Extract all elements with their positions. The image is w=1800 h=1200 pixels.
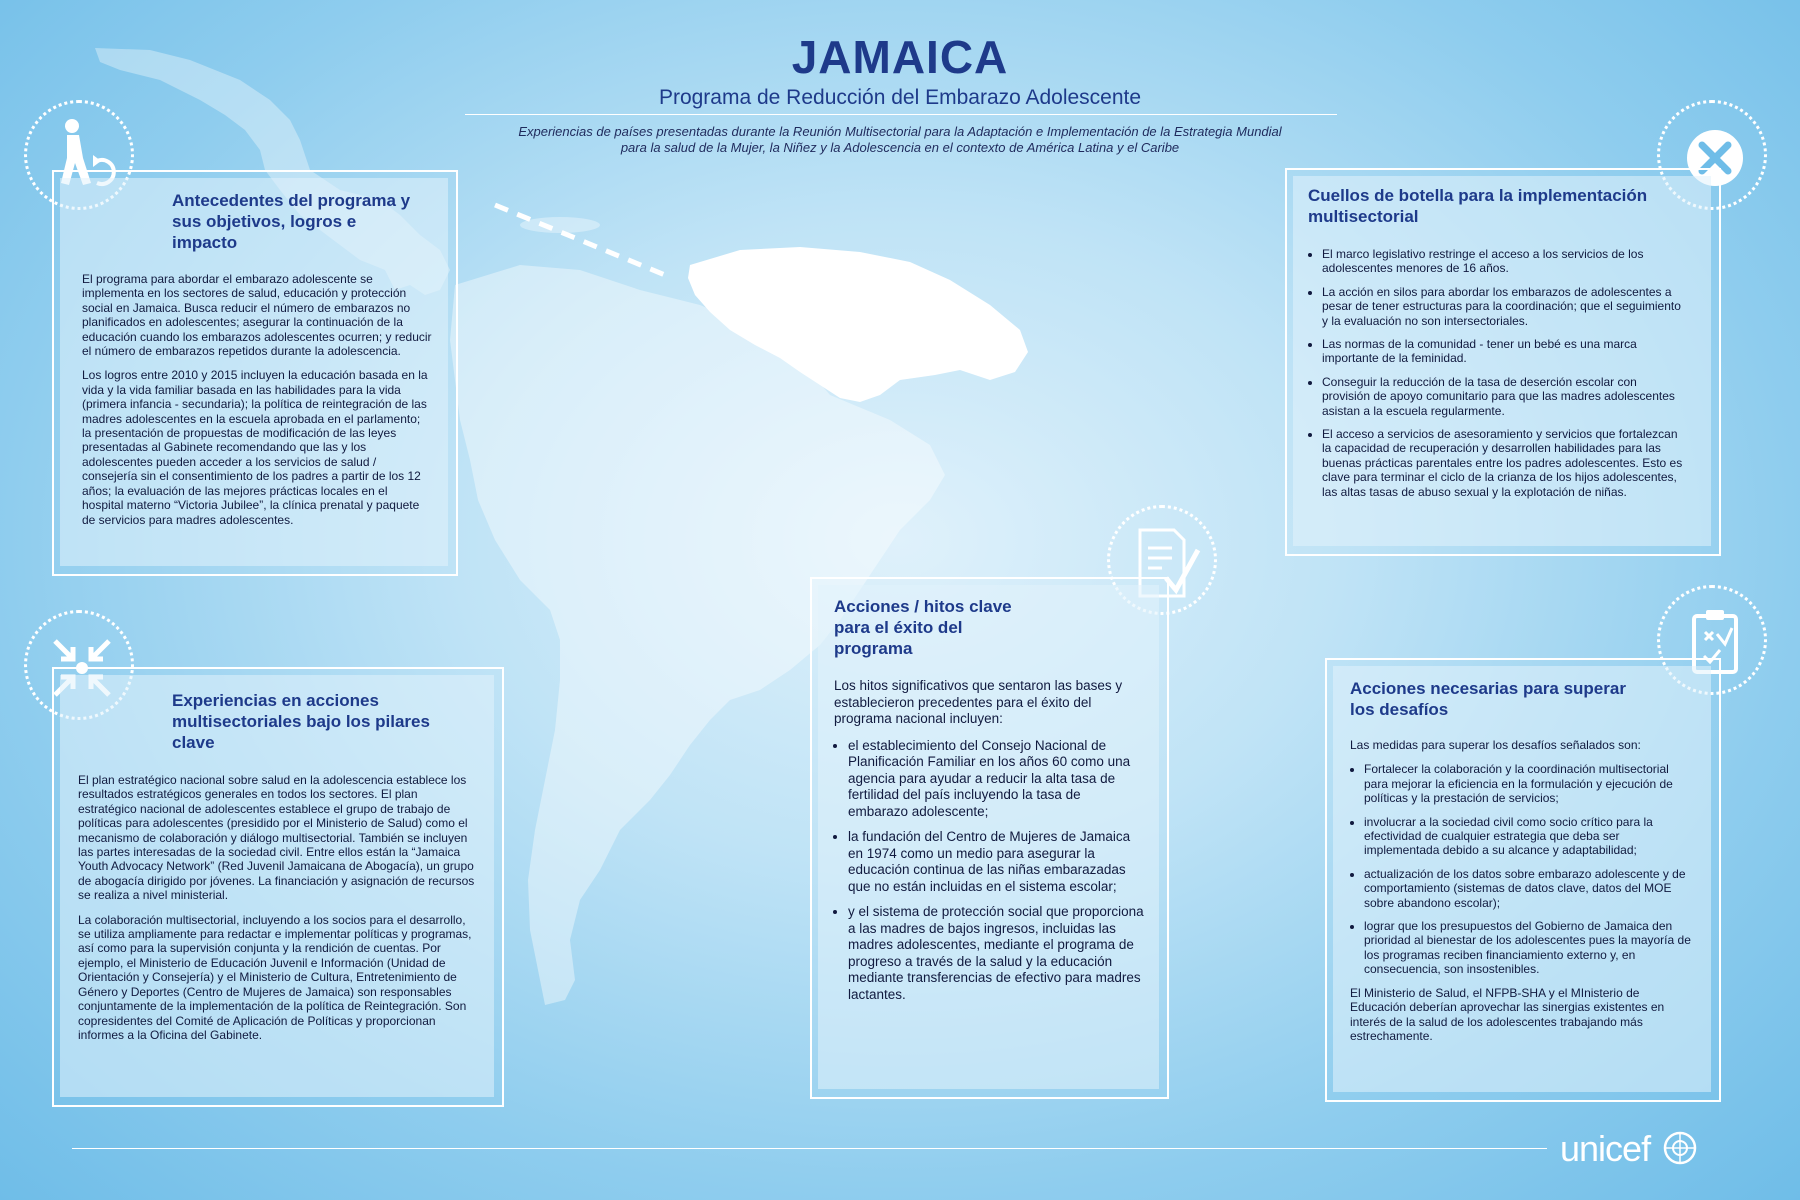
necesarias-intro: Las medidas para superar los desafíos señalados son: [1350, 738, 1641, 752]
page-subtitle: Programa de Reducción del Embarazo Adolescente [658, 86, 1142, 109]
header [0, 30, 1800, 110]
experiencias-body [78, 773, 478, 1052]
hitos-title: Acciones / hitos clave para el éxito del programa [834, 597, 1012, 658]
list-item: • lograr que los presupuestos del Gobierno de Jamaica den prioridad al bienestar de los adolescentes pues la mayoría de los programas reciben financiamiento externo y, en consecuencia, son insostenibles. [1364, 919, 1695, 977]
hitos-body [834, 678, 1144, 1012]
unicef-wordmark: unicef [1560, 1128, 1651, 1169]
antecedentes-title: Antecedentes del programa y sus objetivos, logros e impacto [172, 191, 411, 252]
context-note-line1: Experiencias de países presentadas durante la Reunión Multisectorial para la Adaptación e Implementación de la Estrategia Mundial [518, 124, 1282, 139]
necesarias-body [1350, 738, 1695, 1053]
list-item: • Conseguir la reducción de la tasa de deserción escolar con provisión de apoyo comunitario para que las madres adolescentes asistan a la escuela regularmente. [1322, 375, 1683, 418]
necesarias-list [1350, 762, 1695, 976]
antecedentes-paragraph: El programa para abordar el embarazo adolescente se implementa en los sectores de salud, educación y protección social en Jamaica. Busca reducir el número de embarazos no planificados en adolescentes; asegurar la continuación de la educación cuando los embarazos adolescentes ocurren; y reducir el número de embarazos repetidos durante la adolescencia. [82, 272, 432, 359]
list-item: • Las normas de la comunidad - tener un bebé es una marca importante de la feminidad. [1322, 337, 1683, 366]
unicef-emblem-icon [1661, 1129, 1699, 1167]
list-item: • La acción en silos para abordar los embarazos de adolescentes a pesar de tener estructuras para la coordinación; que el seguimiento y la evaluación no son intersectoriales. [1322, 285, 1683, 328]
hitos-list [834, 738, 1144, 1004]
context-note-line2: para la salud de la Mujer, la Niñez y la Adolescencia en el contexto de América Latina y el Caribe [620, 140, 1180, 155]
necesarias-closing: El Ministerio de Salud, el NFPB-SHA y el MInisterio de Educación deberían aprovechar las sinergias existentes en interés de la salud de los adolescentes trabajando más estrechamente. [1350, 985, 1665, 1043]
experiencias-title: Experiencias en acciones multisectoriales bajo los pilares clave [172, 691, 430, 752]
hitos-intro: Los hitos significativos que sentaron las bases y establecieron precedentes para el éxito del programa nacional incluyen: [834, 678, 1123, 726]
cuellos-title: Cuellos de botella para la implementación multisectorial [1308, 186, 1648, 226]
cuellos-body [1308, 247, 1683, 508]
page-title: JAMAICA [791, 31, 1009, 83]
map-island [520, 217, 600, 233]
cuellos-list [1308, 247, 1683, 499]
list-item: • el establecimiento del Consejo Nacional de Planificación Familiar en los años 60 como una agencia para ayudar a reducir la alta tasa de fertilidad del país incluyendo la tasa de embarazo adolescente; [848, 738, 1144, 821]
footer-divider [72, 1148, 1547, 1149]
experiencias-paragraph: La colaboración multisectorial, incluyendo a los socios para el desarrollo, se utiliza ampliamente para redactar e implementar políticas y programas, así como para la supervisión conjunta y la rendición de cuentas. Por ejemplo, el Ministerio de Educación Juvenil e Información (Unidad de Orientación y Consejería) y el Ministerio de Cultura, Entretenimiento de Género y Deportes (Centro de Mujeres de Jamaica) son responsables conjuntamente de la implementación de la política de Reintegración. Son copresidentes del Comité de Aplicación de Políticas y proporcionan informes a la Oficina del Gabinete. [78, 912, 472, 1042]
map-dashed-link [495, 205, 665, 275]
antecedentes-paragraph: Los logros entre 2010 y 2015 incluyen la educación basada en la vida y la vida familiar basada en las habilidades para la vida (primera infancia - secundaria); la política de reintegración de las madres adolescentes en la escuela aprobada en el parlamento; la presentación de propuestas de modificación de las leyes presentadas al Gabinete recomendando que las y los adolescentes pueden acceder a los servicios de salud / consejería sin el consentimiento de los padres a partir de los 12 años; la evaluación de las mejores prácticas locales en el hospital materno “Victoria Jubilee”, la clínica prenatal y paquete de servicios para madres adolescentes. [82, 368, 428, 527]
list-item: • El marco legislativo restringe el acceso a los servicios de los adolescentes menores de 16 años. [1322, 247, 1683, 276]
experiencias-paragraph: El plan estratégico nacional sobre salud en la adolescencia establece los resultados estratégicos generales en todos los sectores. El plan estratégico nacional de adolescentes establece el grupo de trabajo de políticas para adolescentes (presidido por el Ministerio de Salud) como el mecanismo de colaboración y diálogo multisectorial. También se incluyen las partes interesadas de la sociedad civil. Entre ellos están la “Jamaica Youth Advocacy Network” (Red Juvenil Jamaicana de Abogacía), un grupo de abogacía dirigido por jóvenes. La financiación y asignación de recursos se realiza a nivel ministerial. [78, 773, 475, 903]
list-item: • la fundación del Centro de Mujeres de Jamaica en 1974 como un medio para asegurar la educación continua de las niñas embarazadas que no están incluidas en el sistema escolar; [848, 829, 1144, 895]
list-item: • actualización de los datos sobre embarazo adolescente y de comportamiento (sistemas de datos clave, datos del MOE sobre abandono escolar); [1364, 867, 1695, 910]
list-item: • involucrar a la sociedad civil como socio crítico para la efectividad de cualquier estrategia que deba ser implementada debido a su alcance y adaptabilidad; [1364, 815, 1695, 858]
antecedentes-body [82, 272, 432, 537]
unicef-logo [1560, 1128, 1699, 1170]
list-item: • El acceso a servicios de asesoramiento y servicios que fortalezcan la capacidad de recuperación y desarrollen habilidades para las buenas prácticas parentales entre los padres adolescentes. Esto es clave para terminar el ciclo de la crianza de los hijos adolescentes, las altas tasas de abuso sexual y la explotación de niñas. [1322, 427, 1683, 499]
context-note [440, 124, 1360, 156]
necesarias-title: Acciones necesarias para superar los desafíos [1350, 679, 1626, 719]
list-item: • y el sistema de protección social que proporciona a las madres de bajos ingresos, incluidas las madres adolescentes, mediante el programa de progreso a través de la salud y la educación mediante transferencias de efectivo para madres lactantes. [848, 904, 1144, 1003]
header-divider [465, 114, 1337, 115]
list-item: • Fortalecer la colaboración y la coordinación multisectorial para mejorar la eficiencia en la formulación y ejecución de políticas y la prestación de servicios; [1364, 762, 1695, 805]
